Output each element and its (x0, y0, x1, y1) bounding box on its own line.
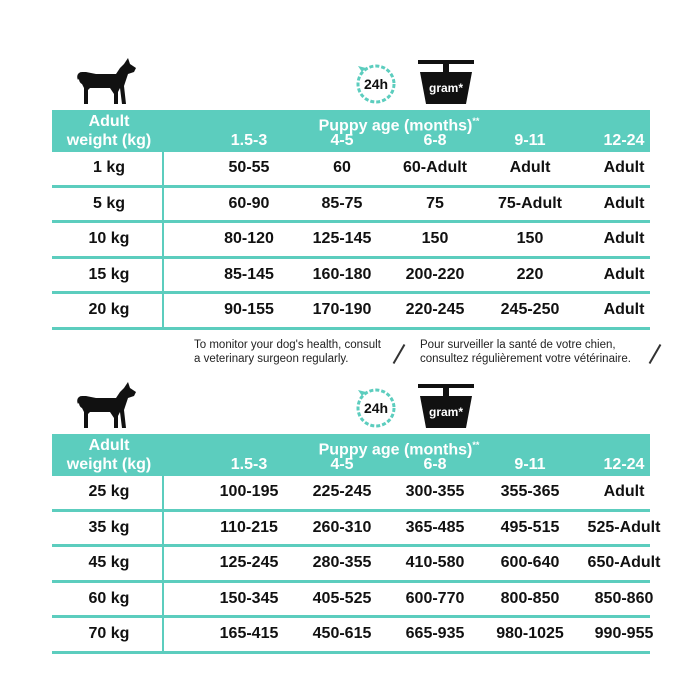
adult-weight-header: Adult weight (kg) (66, 113, 152, 149)
age-col-header: 4-5 (330, 456, 354, 473)
age-col-header: 6-8 (423, 132, 447, 149)
amount-cell: 75-Adult (498, 194, 562, 212)
amount-cell: Adult (509, 159, 551, 176)
amount-cell: Adult (603, 159, 645, 176)
amount-cell: 225-245 (312, 483, 372, 500)
table-header (52, 434, 650, 476)
amount-cell: 100-195 (219, 483, 279, 500)
amount-cell: 600-640 (500, 554, 560, 571)
amount-cell: 300-355 (405, 483, 465, 500)
amount-cell: 150 (516, 230, 544, 247)
age-col-header: 6-8 (423, 456, 447, 473)
amount-cell: 85-145 (224, 265, 274, 283)
amount-cell: Adult (603, 230, 645, 247)
health-note-english: To monitor your dog's health, consult a veterinary surgeon regularly. (194, 339, 381, 365)
table-row (52, 152, 650, 188)
age-col-header: 9-11 (514, 456, 546, 473)
age-col-header: 9-11 (514, 132, 546, 149)
table-row (52, 512, 661, 548)
scale-label: gram* (428, 81, 464, 95)
table-body (52, 152, 650, 330)
age-col-header: 12-24 (603, 456, 645, 473)
amount-cell: 150 (421, 230, 449, 247)
amount-cell: 600-770 (405, 589, 465, 607)
hours-label: 24h (363, 400, 389, 416)
weight-cell: 15 kg (88, 265, 130, 283)
amount-cell: Adult (603, 301, 645, 318)
table-row (52, 618, 654, 654)
age-columns (162, 455, 650, 474)
table-body (52, 476, 661, 654)
age-col-header: 1.5-3 (230, 456, 268, 473)
dog-silhouette-icon (76, 382, 138, 430)
amount-cell: 50-55 (228, 159, 270, 176)
age-col-header: 1.5-3 (230, 132, 268, 149)
amount-cell: 260-310 (312, 518, 372, 536)
amount-cell: 665-935 (405, 625, 465, 642)
weight-cell: 45 kg (88, 554, 130, 571)
amount-cell: 525-Adult (587, 518, 661, 536)
adult-weight-header: Adult weight (kg) (66, 437, 152, 473)
health-note-french: Pour surveiller la santé de votre chien, consultez régulièrement votre vétérinaire. (420, 339, 631, 365)
amount-cell: 60-Adult (403, 159, 467, 176)
amount-cell: 200-220 (405, 265, 465, 283)
amount-cell: Adult (603, 483, 645, 500)
amount-cell: 75 (426, 194, 444, 212)
table-row (52, 294, 650, 330)
amount-cell: 60-90 (228, 194, 270, 212)
table-row (52, 259, 650, 295)
daily-ration-icons (354, 58, 504, 110)
amount-cell: 110-215 (220, 518, 278, 536)
amount-cell: 405-525 (312, 589, 372, 607)
amount-cell: 990-955 (594, 625, 654, 642)
amount-cell: 280-355 (312, 554, 372, 571)
table-row (52, 476, 650, 512)
divider-slash (393, 344, 406, 364)
amount-cell: 170-190 (312, 301, 372, 318)
amount-cell: 365-485 (405, 518, 465, 536)
weight-cell: 5 kg (92, 194, 125, 212)
amount-cell: 125-145 (312, 230, 372, 247)
amount-cell: 150-345 (219, 589, 279, 607)
table-row (52, 583, 654, 619)
daily-ration-icons (354, 382, 504, 434)
amount-cell: 80-120 (224, 230, 274, 247)
amount-cell: 85-75 (321, 194, 363, 212)
amount-cell: 450-615 (312, 625, 372, 642)
amount-cell: 160-180 (312, 265, 372, 283)
amount-cell: 125-245 (219, 554, 279, 571)
age-col-header: 4-5 (330, 132, 354, 149)
amount-cell: 650-Adult (587, 554, 661, 571)
amount-cell: 850-860 (594, 589, 654, 607)
age-col-header: 12-24 (603, 132, 645, 149)
amount-cell: 355-365 (500, 483, 560, 500)
amount-cell: 165-415 (219, 625, 279, 642)
amount-cell: 495-515 (500, 518, 560, 536)
weight-cell: 10 kg (88, 230, 130, 247)
puppy-age-header: Puppy age (months)** (318, 440, 480, 459)
amount-cell: 245-250 (500, 301, 560, 318)
weight-cell: 70 kg (88, 625, 130, 642)
weight-cell: 20 kg (88, 301, 130, 318)
amount-cell: 220-245 (405, 301, 465, 318)
table-row (52, 188, 650, 224)
dog-silhouette-icon (76, 58, 138, 106)
scale-label: gram* (428, 405, 464, 419)
weight-cell: 35 kg (88, 518, 130, 536)
weight-cell: 60 kg (88, 589, 130, 607)
amount-cell: 220 (516, 265, 544, 283)
amount-cell: 90-155 (224, 301, 274, 318)
hours-label: 24h (363, 76, 389, 92)
amount-cell: 980-1025 (496, 625, 564, 642)
table-header (52, 110, 650, 152)
weight-cell: 1 kg (92, 159, 125, 176)
puppy-age-header: Puppy age (months)** (318, 116, 480, 135)
weight-cell: 25 kg (88, 483, 130, 500)
amount-cell: Adult (603, 194, 645, 212)
amount-cell: 410-580 (405, 554, 465, 571)
amount-cell: 60 (333, 159, 351, 176)
amount-cell: 800-850 (500, 589, 560, 607)
age-columns (162, 131, 650, 150)
amount-cell: Adult (603, 265, 645, 283)
table-row (52, 547, 661, 583)
table-row (52, 223, 650, 259)
